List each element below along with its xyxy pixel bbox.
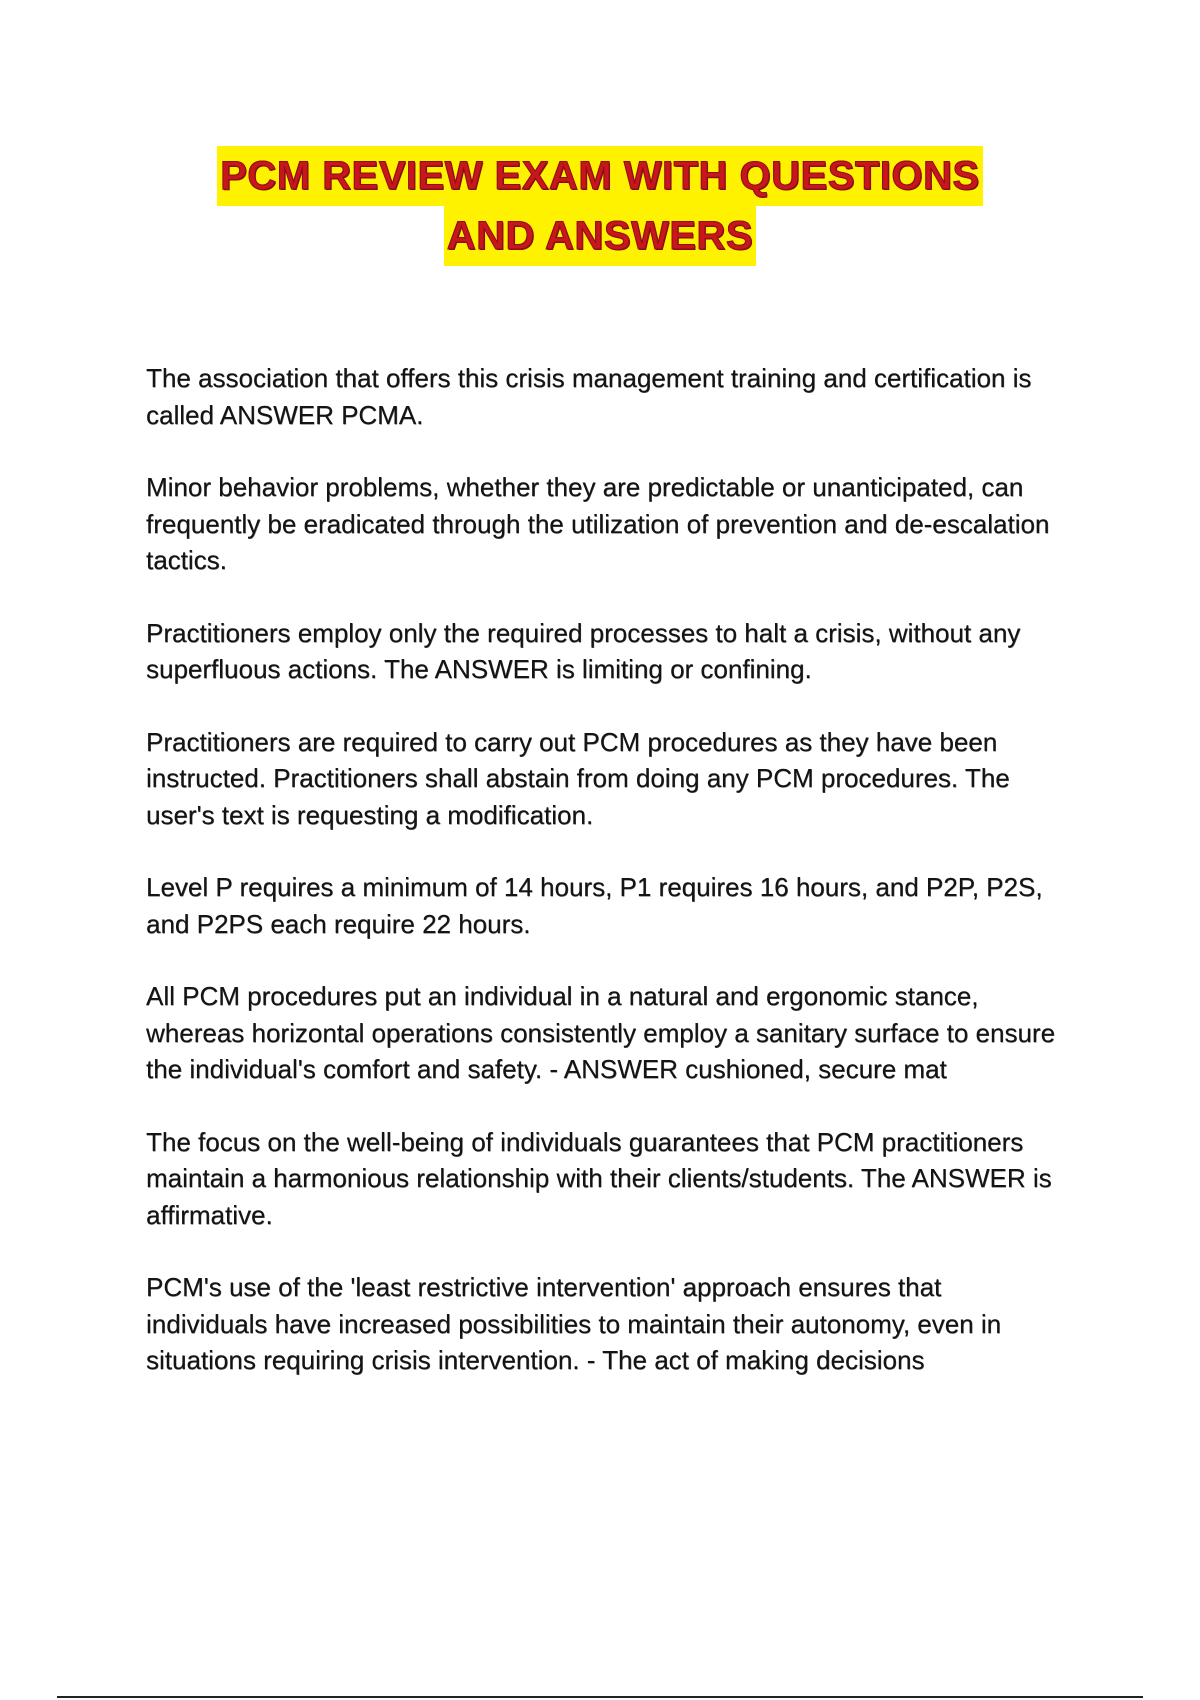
- document-title: [0, 146, 1200, 266]
- question-paragraph: Practitioners employ only the required processes to halt a crisis, without any superfluous actions. The ANSWER is limiting or confining.: [146, 617, 1021, 684]
- document-body: [146, 360, 1066, 1415]
- question-paragraph: Minor behavior problems, whether they are predictable or unanticipated, can frequently be eradicated through the utilization of prevention and de-escalation tactics.: [146, 472, 1050, 575]
- question-paragraph: Practitioners are required to carry out PCM procedures as they have been instructed. Practitioners shall abstain from doing any PCM procedures. The user's text is requesting a modification.: [146, 726, 1010, 830]
- title-line-1: PCM REVIEW EXAM WITH QUESTIONS: [217, 146, 982, 206]
- question-paragraph: PCM's use of the 'least restrictive intervention' approach ensures that individuals have increased possibilities to maintain their autonomy, even in situations requiring crisis intervention. - The act of making decisions: [146, 1272, 1002, 1375]
- title-line-2: AND ANSWERS: [444, 206, 756, 266]
- question-paragraph: All PCM procedures put an individual in a natural and ergonomic stance, whereas horizontal operations consistently employ a sanitary surface to ensure the individual's comfort and safety. - ANSWER cushioned, secure mat: [146, 981, 1056, 1084]
- question-paragraph: The focus on the well-being of individuals guarantees that PCM practitioners maintain a harmonious relationship with their clients/students. The ANSWER is affirmative.: [146, 1126, 1052, 1230]
- question-paragraph: Level P requires a minimum of 14 hours, P1 requires 16 hours, and P2P, P2S, and P2PS each require 22 hours.: [146, 872, 1043, 939]
- question-paragraph: The association that offers this crisis management training and certification is called ANSWER PCMA.: [146, 363, 1032, 430]
- page-bottom-divider: [57, 1696, 1143, 1698]
